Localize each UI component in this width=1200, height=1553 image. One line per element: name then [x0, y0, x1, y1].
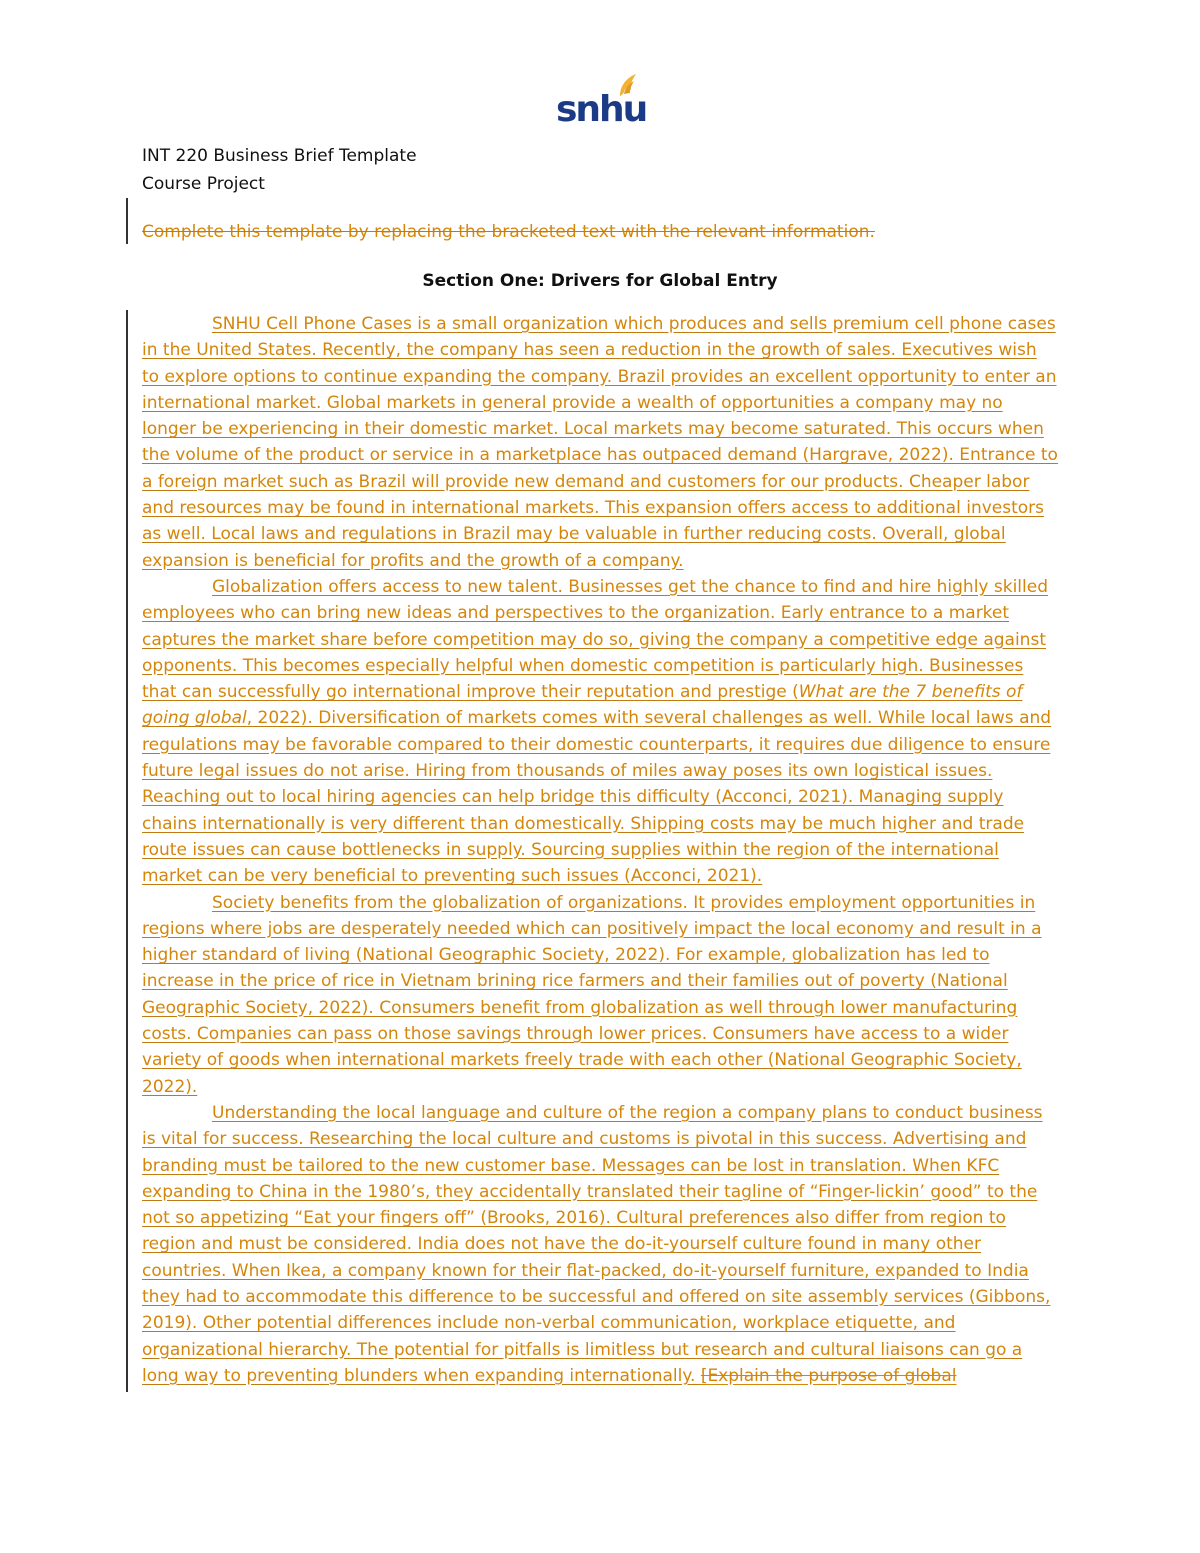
paragraph: [142, 1100, 1058, 1389]
paragraph: [142, 574, 1058, 890]
inserted-text: SNHU Cell Phone Cases is a small organization which produces and sells premium cell phone cases in the United States. Recently, the company has seen a reduction in the growth of sales. Executives wish to explore options to continue expanding the company. Brazil provides an excellent opportunity to enter an international market. Global markets in general provide a wealth of opportunities a company may no longer be experiencing in their domestic market. Local markets may become saturated. This occurs when the volume of the product or service in a marketplace has outpaced demand (Hargrave, 2022). Entrance to a foreign market such as Brazil will provide new demand and customers for our products. Cheaper labor and resources may be found in international markets. This expansion offers access to additional investors as well. Local laws and regulations in Brazil may be valuable in further reducing costs. Overall, global expansion is beneficial for profits and the growth of a company.: [142, 314, 1058, 571]
snhu-logo: [556, 72, 647, 132]
project-label: Course Project: [142, 174, 265, 194]
deleted-instruction-text: Complete this template by replacing the bracketed text with the relevant information.: [142, 222, 875, 242]
italic-citation: What are the 7 benefits of going global: [142, 682, 1023, 729]
paragraph: [142, 311, 1058, 574]
inserted-text: Understanding the local language and culture of the region a company plans to conduct business is vital for success. Researching the local culture and customs is pivotal in this success. Advertising and branding must be tailored to the new customer base. Messages can be lost in translation. When KFC expanding to China in the 1980’s, they accidentally translated their tagline of “Finger-lickin’ good” to the not so appetizing “Eat your fingers off” (Brooks, 2016). Cultural preferences also differ from region to region and must be considered. India does not have the do-it-yourself culture found in many other countries. When Ikea, a company known for their flat-packed, do-it-yourself furniture, expanded to India they had to accommodate this difference to be successful and offered on site assembly services (Gibbons, 2019). Other potential differences include non-verbal communication, workplace etiquette, and organizational hierarchy. The potential for pitfalls is limitless but research and cultural liaisons can go a long way to preventing blunders when expanding internationally.: [142, 1102, 1051, 1386]
inserted-text: Society benefits from the globalization of organizations. It provides employment opportunities in regions where jobs are desperately needed which can positively impact the local economy and result in a higher standard of living (National Geographic Society, 2022). For example, globalization has led to increase in the price of rice in Vietnam brining rice farmers and their families out of poverty (National Geographic Society, 2022). Consumers benefit from globalization as well through lower manufacturing costs. Companies can pass on those savings through lower prices. Consumers have access to a wider variety of goods when international markets freely trade with each other (National Geographic Society, 2022).: [142, 892, 1042, 1097]
template-title: INT 220 Business Brief Template: [142, 146, 417, 166]
change-bar: [126, 198, 128, 244]
change-bar: [126, 310, 128, 1392]
inserted-text: , 2022). Diversification of markets comes with several challenges as well. While local laws and regulations may be favorable compared to their domestic counterparts, it requires due diligence to ensure future legal issues do not arise. Hiring from thousands of miles away poses its own logistical issues. Reaching out to local hiring agencies can help bridge this difficulty (Acconci, 2021). Managing supply chains internationally is very different than domestically. Shipping costs may be much higher and trade route issues can cause bottlenecks in supply. Sourcing supplies within the region of the international market can be very beneficial to preventing such issues (Acconci, 2021).: [142, 708, 1052, 887]
paragraph: [142, 890, 1058, 1100]
logo-wordmark: snhu: [556, 89, 647, 130]
document-body: [142, 311, 1058, 1389]
deleted-text: [Explain the purpose of global: [700, 1365, 957, 1386]
section-heading: Section One: Drivers for Global Entry: [422, 271, 778, 291]
inserted-text: Globalization offers access to new talent. Businesses get the chance to find and hire highly skilled employees who can bring new ideas and perspectives to the organization. Early entrance to a market captures the market share before competition may do so, giving the company a competitive edge against opponents. This becomes especially helpful when domestic competition is particularly high. Businesses that can successfully go international improve their reputation and prestige (: [142, 576, 1049, 703]
